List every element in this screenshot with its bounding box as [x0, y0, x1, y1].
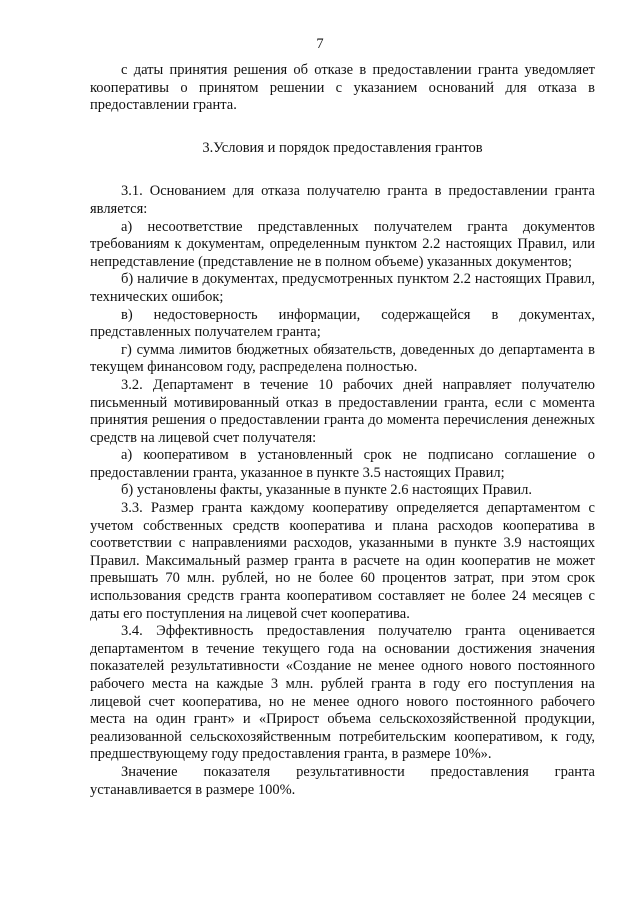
paragraph-3-1-b: б) наличие в документах, предусмотренных пунктом 2.2 настоящих Правил, технических ошибок; [90, 271, 595, 305]
paragraph-3-2: 3.2. Департамент в течение 10 рабочих дней направляет получателю письменный мотивированный отказ в предоставлении гранта, если с момента принятия решения о предоставлении гранта до момента перечисления денежных средств на лицевой счет получателя: [90, 376, 595, 446]
paragraph-3-1: 3.1. Основанием для отказа получателю гранта в предоставлении гранта является: [90, 183, 595, 217]
page-number: 7 [316, 36, 324, 52]
document-body [90, 62, 595, 799]
paragraph-3-1-g: г) сумма лимитов бюджетных обязательств, доведенных до департамента в текущем финансовом году, распределена полностью. [90, 341, 595, 376]
paragraph-3-4: 3.4. Эффективность предоставления получателю гранта оценивается департаментом в течение текущего года на основании достижения значения показателей результативности «Создание не менее одного нового постоянного рабочего места на каждые 3 млн. рублей гранта в году его поступления на лицевой счет кооператива, но не менее одного нового постоянного рабочего места на один грант» и «Прирост объема сельскохозяйственной продукции, реализованной сельскохозяйственным потребительским кооперативом, к году, предшествующему году предоставления гранта, в размере 10%». [90, 623, 595, 763]
intro-paragraph: с даты принятия решения об отказе в предоставлении гранта уведомляет кооперативы о принятом решении с указанием оснований для отказа в предоставлении гранта. [90, 62, 595, 114]
paragraph-3-2-b: б) установлены факты, указанные в пункте 2.6 настоящих Правил. [121, 482, 533, 499]
section-title: 3.Условия и порядок предоставления грантов [202, 139, 483, 156]
paragraph-3-1-v: в) недостоверность информации, содержащейся в документах, представленных получателем гранта; [90, 306, 595, 341]
paragraph-indicator-value: Значение показателя результативности предоставления гранта устанавливается в размере 100%. [90, 763, 595, 798]
paragraph-3-1-a: а) несоответствие представленных получателем гранта документов требованиям к документам, определенным пунктом 2.2 настоящих Правил, или непредставление (представление не в полном объеме) указанных документов; [90, 218, 595, 270]
paragraph-3-3: 3.3. Размер гранта каждому кооперативу определяется департаментом с учетом собственных средств кооператива и плана расходов кооператива в соответствии с направлениями расходов, указанными в пункте 3.9 настоящих Правил. Максимальный размер гранта в расчете на один кооператив не может превышать 70 млн. рублей, но не более 60 процентов затрат, при этом срок использования средств гранта кооперативом составляет не более 24 месяцев с даты его поступления на лицевой счет кооператива. [90, 500, 595, 622]
paragraph-3-2-a: а) кооперативом в установленный срок не подписано соглашение о предоставлении гранта, указанное в пункте 3.5 настоящих Правил; [90, 447, 595, 481]
